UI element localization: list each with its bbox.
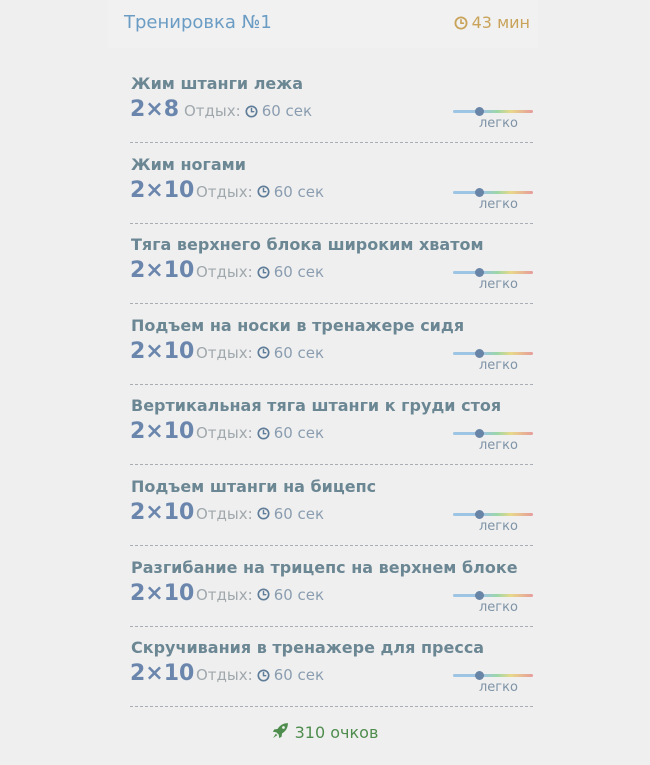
exercise-name: Тяга верхнего блока широким хватом: [131, 235, 484, 255]
difficulty-track: [453, 513, 533, 516]
exercise-list: [130, 64, 533, 709]
difficulty-thumb[interactable]: [475, 429, 484, 438]
exercise-name: Жим штанги лежа: [131, 74, 303, 93]
difficulty-thumb[interactable]: [475, 591, 484, 600]
rest-value: 60 сек: [273, 343, 325, 362]
points-value: 310 очков: [294, 723, 379, 742]
exercise-item[interactable]: [130, 628, 533, 707]
exercise-name: Жим ногами: [131, 154, 246, 174]
difficulty-slider[interactable]: [453, 106, 533, 134]
rest-value: 60 сек: [273, 666, 325, 685]
rest-label: Отдых:: [196, 666, 253, 685]
rest-value: 60 сек: [261, 102, 313, 120]
rest-value: 60 сек: [273, 585, 325, 604]
exercise-sets: 2×8: [130, 97, 180, 122]
exercise-item[interactable]: [130, 145, 533, 224]
difficulty-thumb[interactable]: [475, 268, 484, 277]
rest-label: Отдых:: [196, 182, 253, 201]
exercise-rest: [196, 344, 324, 362]
exercise-rest: [196, 263, 324, 281]
exercise-item[interactable]: [130, 386, 533, 465]
exercise-sets: 2×10: [130, 580, 195, 606]
difficulty-slider[interactable]: [453, 670, 533, 698]
difficulty-track: [453, 191, 533, 194]
difficulty-label: легко: [479, 116, 518, 131]
difficulty-label: легко: [479, 357, 518, 373]
difficulty-track: [453, 271, 533, 274]
exercise-sets: 2×10: [130, 499, 195, 525]
difficulty-label: легко: [479, 680, 518, 696]
clock-icon: [257, 669, 270, 682]
exercise-item[interactable]: [130, 306, 533, 385]
clock-icon: [257, 266, 270, 279]
difficulty-slider[interactable]: [453, 590, 533, 618]
clock-icon: [257, 588, 270, 601]
duration-value: 43 мин: [471, 13, 530, 32]
clock-icon: [257, 427, 270, 440]
difficulty-thumb[interactable]: [475, 510, 484, 519]
rest-value: 60 сек: [273, 504, 325, 523]
exercise-rest: [184, 102, 312, 120]
exercise-sets: 2×10: [130, 419, 195, 445]
difficulty-thumb[interactable]: [475, 349, 484, 358]
difficulty-slider[interactable]: [453, 428, 533, 456]
difficulty-slider[interactable]: [453, 267, 533, 295]
rest-label: Отдых:: [196, 343, 253, 362]
exercise-sets: 2×10: [130, 177, 195, 203]
difficulty-thumb[interactable]: [475, 671, 484, 680]
difficulty-track: [453, 594, 533, 597]
difficulty-track: [453, 674, 533, 677]
exercise-sets: 2×10: [130, 661, 195, 687]
difficulty-thumb[interactable]: [475, 188, 484, 197]
difficulty-label: легко: [479, 277, 518, 293]
difficulty-slider[interactable]: [453, 187, 533, 215]
exercise-rest: [196, 424, 324, 442]
exercise-sets: 2×10: [130, 338, 195, 364]
difficulty-label: легко: [479, 196, 518, 212]
exercise-sets: 2×10: [130, 258, 195, 284]
exercise-name: Скручивания в тренажере для пресса: [131, 638, 485, 658]
rest-label: Отдых:: [196, 585, 253, 604]
difficulty-slider[interactable]: [453, 509, 533, 537]
exercise-name: Подъем на носки в тренажере сидя: [131, 315, 465, 335]
exercise-rest: [196, 666, 324, 684]
rest-label: Отдых:: [196, 424, 253, 443]
rest-label: Отдых:: [196, 504, 253, 523]
rest-label: Отдых:: [184, 102, 241, 120]
exercise-rest: [196, 183, 324, 201]
exercise-rest: [196, 586, 324, 604]
clock-icon: [454, 16, 468, 30]
clock-icon: [257, 507, 270, 520]
exercise-item[interactable]: [130, 225, 533, 304]
workout-title: Тренировка №1: [124, 12, 272, 33]
difficulty-label: легко: [479, 518, 518, 534]
exercise-item[interactable]: [130, 467, 533, 546]
points-footer: [0, 722, 650, 743]
workout-duration: [454, 13, 530, 32]
difficulty-track: [453, 110, 533, 113]
clock-icon: [245, 105, 258, 118]
exercise-name: Подъем штанги на бицепс: [131, 476, 377, 496]
exercise-item[interactable]: [130, 64, 533, 143]
exercise-item[interactable]: [130, 548, 533, 627]
workout-header: [108, 0, 538, 48]
rest-value: 60 сек: [273, 424, 325, 443]
clock-icon: [257, 346, 270, 359]
difficulty-track: [453, 432, 533, 435]
exercise-name: Разгибание на трицепс на верхнем блоке: [131, 557, 518, 577]
exercise-name: Вертикальная тяга штанги к груди стоя: [131, 396, 502, 416]
difficulty-label: легко: [479, 438, 518, 454]
rest-value: 60 сек: [273, 182, 325, 201]
clock-icon: [257, 185, 270, 198]
rest-label: Отдых:: [196, 263, 253, 282]
rocket-icon: [272, 722, 289, 743]
difficulty-track: [453, 352, 533, 355]
difficulty-label: легко: [479, 599, 518, 615]
difficulty-thumb[interactable]: [475, 107, 484, 116]
rest-value: 60 сек: [273, 263, 325, 282]
difficulty-slider[interactable]: [453, 348, 533, 376]
exercise-rest: [196, 505, 324, 523]
